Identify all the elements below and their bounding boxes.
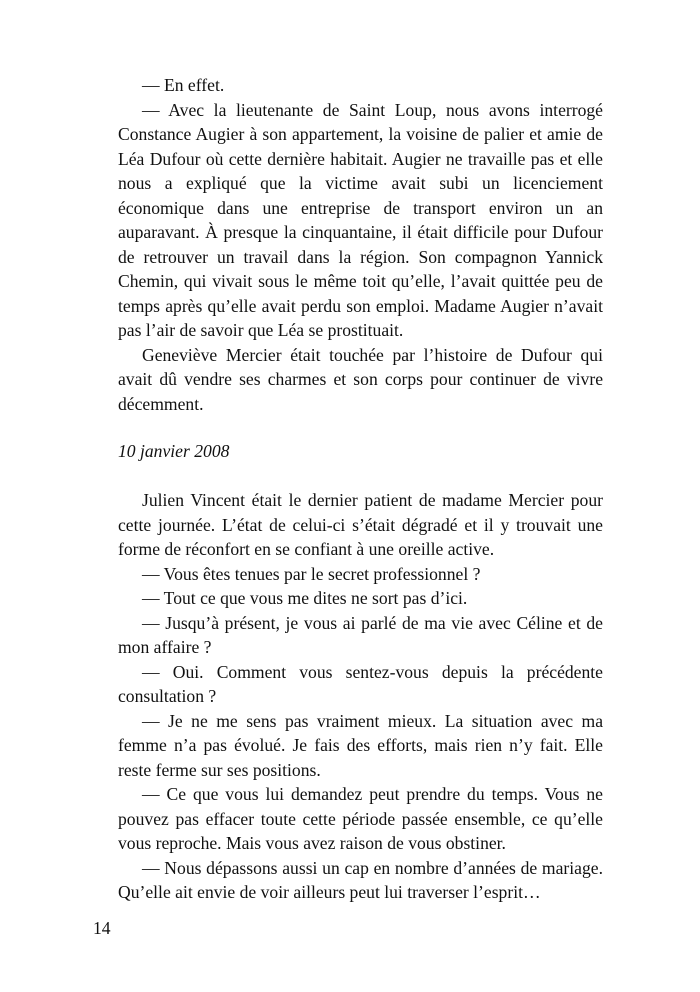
paragraph: — En effet. [142, 75, 225, 95]
paragraph: Geneviève Mercier était touchée par l’histoire de Dufour qui avait dû vendre ses charmes et son corps pour continuer de vivre décemment. [118, 344, 603, 414]
paragraph: — Avec la lieutenante de Saint Loup, nous avons interrogé Constance Augier à son appartement, la voisine de palier et amie de Léa Dufour où cette dernière habitait. Augier ne travaille pas et elle nous a expliqué que la victime avait subi un licenciement économique dans une entreprise de transport environ un an auparavant. À presque la cinquantaine, il était difficile pour Dufour de retrouver un travail dans la région. Son compagnon Yannick Chemin, qui vivait sous le même toit qu’elle, l’avait quittée peu de temps après qu’elle avait perdu son emploi. Madame Augier n’avait pas l’air de savoir que Léa se prostituait. [118, 99, 603, 340]
paragraph: — Tout ce que vous me dites ne sort pas d’ici. [142, 588, 468, 608]
date-heading: 10 janvier 2008 [118, 441, 230, 461]
paragraph: — Je ne me sens pas vraiment mieux. La situation avec ma femme n’a pas évolué. Je fais des efforts, mais rien n’y fait. Elle reste ferme sur ses positions. [118, 710, 603, 780]
text-section-one [118, 73, 603, 416]
paragraph: — Jusqu’à présent, je vous ai parlé de ma vie avec Céline et de mon affaire ? [118, 612, 603, 657]
page-number: 14 [93, 918, 111, 938]
paragraph: Julien Vincent était le dernier patient de madame Mercier pour cette journée. L’état de celui-ci s’était dégradé et il y trouvait une forme de réconfort en se confiant à une oreille active. [118, 490, 603, 559]
paragraph: — Ce que vous lui demandez peut prendre du temps. Vous ne pouvez pas effacer toute cette période passée ensemble, ce qu’elle vous reproche. Mais vous avez raison de vous obstiner. [118, 784, 603, 853]
paragraph: — Vous êtes tenues par le secret professionnel ? [142, 563, 481, 584]
text-section-two [118, 488, 603, 905]
paragraph: — Nous dépassons aussi un cap en nombre d’années de mariage. Qu’elle ait envie de voir ailleurs peut lui traverser l’esprit… [118, 857, 603, 902]
paragraph: — Oui. Comment vous sentez-vous depuis la précédente consultation ? [118, 661, 603, 706]
